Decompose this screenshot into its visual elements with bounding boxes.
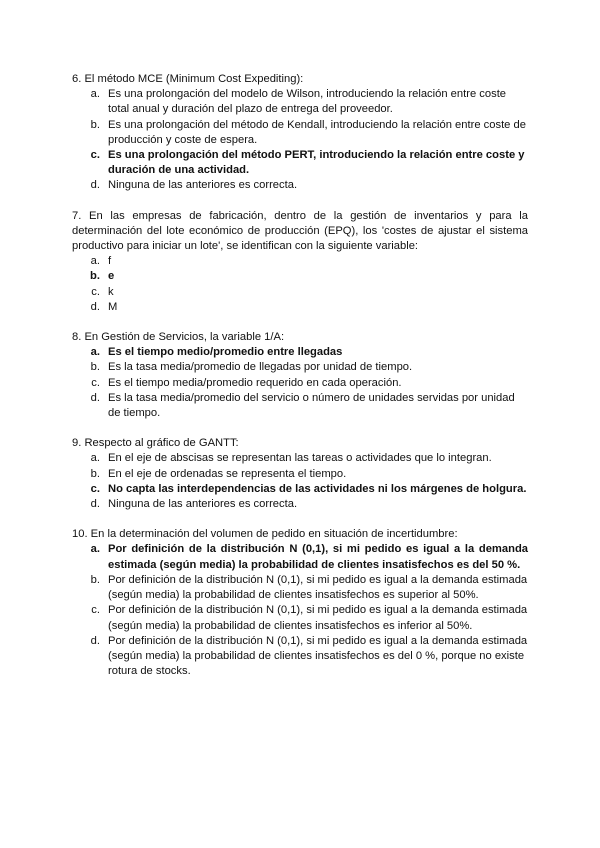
option-letter: b. <box>90 573 100 586</box>
question-6-option-c <box>72 148 528 178</box>
option-text: En el eje de ordenadas se representa el tiempo. <box>108 467 347 480</box>
question-8-option-d <box>72 391 528 421</box>
option-letter: b. <box>90 270 100 283</box>
question-8-option-b <box>72 360 528 375</box>
question-6-option-d <box>72 178 528 193</box>
option-letter: a. <box>90 346 100 359</box>
option-letter: c. <box>91 604 100 617</box>
question-8-title: 8. En Gestión de Servicios, la variable 1/A: <box>72 331 285 344</box>
question-10 <box>72 527 528 679</box>
option-text: Es el tiempo medio/promedio entre llegadas <box>108 346 343 359</box>
question-9 <box>72 436 528 512</box>
option-letter: a. <box>90 88 100 101</box>
question-6-title: 6. El método MCE (Minimum Cost Expediting): <box>72 73 304 85</box>
question-10-option-c <box>72 603 528 633</box>
question-10-option-d <box>72 634 528 680</box>
option-letter: c. <box>91 285 100 298</box>
option-text: M <box>108 300 118 313</box>
option-text: Por definición de la distribución N (0,1), si mi pedido es igual a la demanda estimada (según media) la probabilidad de clientes insatisfechos es superior al 50%. <box>108 573 528 602</box>
question-7-option-a <box>72 254 528 269</box>
option-letter: d. <box>90 391 100 404</box>
option-text: Es el tiempo media/promedio requerido en cada operación. <box>108 376 402 389</box>
question-9-option-b <box>72 467 528 482</box>
option-text: Por definición de la distribución N (0,1), si mi pedido es igual a la demanda estimada (según media) la probabilidad de clientes insatisfechos es del 50 %. <box>108 543 528 571</box>
question-7-option-b <box>72 269 528 284</box>
option-letter: c. <box>90 482 100 495</box>
question-8-option-c <box>72 376 528 391</box>
question-10-option-b <box>72 573 528 603</box>
question-6 <box>72 72 528 194</box>
option-letter: d. <box>90 300 100 313</box>
option-text: e <box>108 270 115 283</box>
option-text: En el eje de abscisas se representan las tareas o actividades que lo integran. <box>108 452 492 465</box>
question-7-option-c <box>72 285 528 300</box>
question-10-option-a <box>72 542 528 572</box>
question-10-options <box>72 542 528 679</box>
option-letter: b. <box>90 118 100 131</box>
option-letter: c. <box>91 376 100 389</box>
question-7-options <box>72 254 528 315</box>
question-7-option-d <box>72 300 528 315</box>
option-letter: b. <box>90 467 100 480</box>
question-6-options <box>72 87 528 193</box>
option-text: Por definición de la distribución N (0,1), si mi pedido es igual a la demanda estimada (según media) la probabilidad de clientes insatisfechos es del 0 %, porque no existe rotura de stocks. <box>108 634 528 678</box>
option-text: Ninguna de las anteriores es correcta. <box>108 179 298 192</box>
option-text: Por definición de la distribución N (0,1), si mi pedido es igual a la demanda estimada (según media) la probabilidad de clientes insatisfechos es inferior al 50%. <box>108 604 528 632</box>
option-letter: b. <box>90 361 100 374</box>
option-letter: a. <box>90 543 100 556</box>
option-text: Es la tasa media/promedio de llegadas por unidad de tiempo. <box>108 361 413 374</box>
question-10-title: 10. En la determinación del volumen de pedido en situación de incertidumbre: <box>72 528 458 541</box>
option-text: Es la tasa media/promedio del servicio o número de unidades servidas por unidad de tiempo. <box>108 391 515 420</box>
question-8-option-a <box>72 345 528 360</box>
option-letter: d. <box>90 179 100 192</box>
option-text: Es una prolongación del método de Kendall, introduciendo la relación entre coste de producción y coste de espera. <box>108 118 526 146</box>
option-text: Ninguna de las anteriores es correcta. <box>108 498 298 511</box>
option-letter: d. <box>90 498 100 511</box>
question-9-options <box>72 451 528 512</box>
option-text: No capta las interdependencias de las actividades ni los márgenes de holgura. <box>108 482 527 495</box>
option-letter: a. <box>90 452 100 465</box>
question-6-option-b <box>72 118 528 148</box>
question-9-option-d <box>72 497 528 512</box>
question-8-options <box>72 345 528 421</box>
option-text: f <box>108 255 112 268</box>
question-7 <box>72 209 528 315</box>
option-text: k <box>108 285 114 298</box>
question-7-title: 7. En las empresas de fabricación, dentro de la gestión de inventarios y para la determinación del lote económico de producción (EPQ), los 'costes de ajustar el sistema productivo para iniciar un lote', se identifican con la siguiente variable: <box>72 209 528 253</box>
option-letter: d. <box>90 634 100 647</box>
option-text: Es una prolongación del método PERT, introduciendo la relación entre coste y duración de una actividad. <box>108 149 525 177</box>
question-8 <box>72 330 528 421</box>
question-9-option-c <box>72 482 528 497</box>
question-6-option-a <box>72 87 528 117</box>
question-9-title: 9. Respecto al gráfico de GANTT: <box>72 437 239 450</box>
option-letter: c. <box>90 149 100 162</box>
option-letter: a. <box>90 255 100 268</box>
question-9-option-a <box>72 451 528 466</box>
option-text: Es una prolongación del modelo de Wilson, introduciendo la relación entre coste total anual y duración del plazo de entrega del proveedor. <box>108 88 507 116</box>
